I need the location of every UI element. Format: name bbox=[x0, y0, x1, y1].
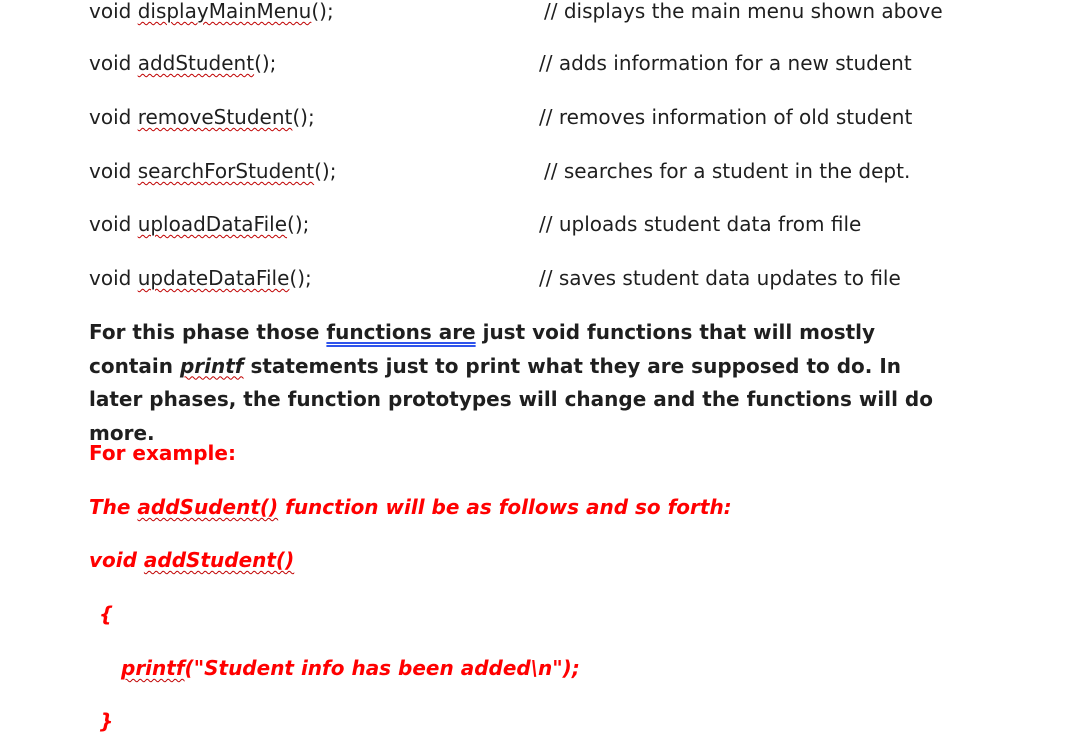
function-declaration bbox=[89, 48, 276, 78]
function-name: updateDataFile bbox=[137, 266, 290, 290]
example-heading: For example: bbox=[89, 441, 236, 465]
function-parens: (); bbox=[311, 0, 334, 23]
function-row-update-data-file bbox=[89, 263, 989, 293]
paragraph-text: just void functions that will mostly contain bbox=[89, 320, 876, 378]
function-name: displayMainMenu bbox=[137, 0, 312, 23]
function-row-add-student bbox=[89, 48, 989, 78]
phase-explanation-paragraph bbox=[89, 316, 949, 450]
function-declaration bbox=[89, 0, 334, 26]
function-parens: (); bbox=[314, 159, 337, 183]
return-type: void bbox=[89, 0, 138, 23]
function-parens: (); bbox=[289, 266, 312, 290]
return-type: void bbox=[89, 51, 138, 75]
function-row-remove-student bbox=[89, 102, 989, 132]
function-parens: (); bbox=[292, 105, 315, 129]
function-row-search-for-student bbox=[89, 156, 989, 186]
example-signature bbox=[89, 545, 294, 575]
example-printf-name: printf bbox=[121, 656, 185, 680]
function-row-upload-data-file bbox=[89, 209, 989, 239]
paragraph-underlined-text: functions are bbox=[326, 320, 476, 344]
paragraph-text: For this phase those bbox=[89, 320, 327, 344]
example-printf-args: ("Student info has been added\n"); bbox=[184, 656, 580, 680]
function-comment: // removes information of old student bbox=[539, 105, 913, 129]
example-return-type: void bbox=[89, 548, 144, 572]
function-declaration bbox=[89, 263, 312, 293]
function-comment: // displays the main menu shown above bbox=[544, 0, 943, 23]
example-intro-text: The bbox=[89, 495, 138, 519]
function-row-display-main-menu bbox=[89, 0, 989, 26]
function-name: searchForStudent bbox=[137, 159, 315, 183]
return-type: void bbox=[89, 266, 138, 290]
function-name: removeStudent bbox=[137, 105, 293, 129]
function-parens: (); bbox=[287, 212, 310, 236]
function-declaration bbox=[89, 102, 315, 132]
paragraph-printf-word: printf bbox=[179, 353, 244, 378]
return-type: void bbox=[89, 159, 138, 183]
function-parens: (); bbox=[254, 51, 277, 75]
function-name: uploadDataFile bbox=[137, 212, 288, 236]
example-printf-line bbox=[121, 653, 580, 683]
return-type: void bbox=[89, 212, 138, 236]
example-intro bbox=[89, 492, 732, 522]
function-comment: // uploads student data from file bbox=[539, 212, 862, 236]
example-intro-text: function will be as follows and so forth: bbox=[278, 495, 732, 519]
example-close-brace: } bbox=[99, 709, 114, 733]
function-comment: // adds information for a new student bbox=[539, 51, 912, 75]
function-comment: // searches for a student in the dept. bbox=[544, 159, 911, 183]
function-declaration bbox=[89, 209, 309, 239]
example-intro-function-name: addSudent() bbox=[137, 495, 279, 519]
function-declaration bbox=[89, 156, 336, 186]
function-name: addStudent bbox=[137, 51, 255, 75]
paragraph-text: statements just to print what they are supposed to do. In later phases, the function prototypes will change and the functions will do more. bbox=[89, 353, 933, 445]
example-function-name: addStudent() bbox=[143, 548, 295, 572]
example-open-brace: { bbox=[99, 602, 114, 626]
return-type: void bbox=[89, 105, 138, 129]
function-comment: // saves student data updates to file bbox=[539, 266, 901, 290]
